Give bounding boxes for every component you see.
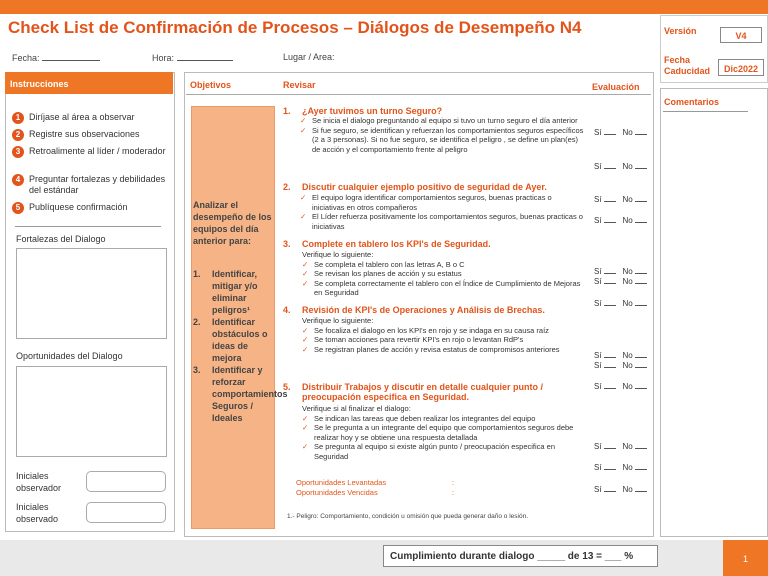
instruction-item (12, 174, 169, 196)
yes-no-field[interactable]: Sí No (594, 485, 647, 494)
version-label: Versión (664, 26, 697, 36)
instruction-text: Retroalimente al líder / moderador (29, 146, 166, 156)
cumplimiento-field[interactable]: Cumplimiento durante dialogo _____ de 13 = ___ % (383, 545, 658, 567)
instruction-item (12, 112, 169, 124)
objetivos-list (193, 268, 288, 424)
fortalezas-label: Fortalezas del Dialogo (16, 234, 106, 244)
step-number-icon: 3 (12, 146, 24, 158)
check-icon: ✓ (302, 335, 309, 344)
check-icon: ✓ (302, 269, 309, 278)
check-icon: ✓ (302, 442, 309, 451)
yes-no-field[interactable]: Sí No (594, 361, 647, 370)
yes-no-field[interactable]: Sí No (594, 267, 647, 276)
footnote: 1.- Peligro: Comportamiento, condición u omisión que pueda generar daño o lesión. (287, 513, 529, 520)
section-title: 2. Discutir cualquier ejemplo positivo de seguridad de Ayer. (283, 182, 547, 192)
page-number: 1 (723, 540, 768, 576)
iniciales-observado-label: Iniciales observado (16, 502, 59, 524)
oportunidades-summary (296, 478, 386, 498)
instruction-text: Publíquese confirmación (29, 202, 128, 212)
objetivo-item: 1. Identificar, mitigar y/o eliminar peligros¹ (193, 269, 258, 315)
step-number-icon: 5 (12, 202, 24, 214)
section-body (302, 404, 584, 461)
check-item: ✓ Se toman acciones para revertir KPI's en rojo o levantan RdP's (302, 335, 524, 344)
section-intro: Verifique lo siguiente: (302, 250, 374, 259)
check-icon: ✓ (302, 325, 309, 335)
hora-label: Hora: (152, 53, 175, 63)
iniciales-observador-label: Iniciales observador (16, 471, 62, 493)
fortalezas-textarea[interactable] (16, 248, 167, 339)
iniciales-observado-input[interactable] (86, 502, 166, 523)
section-title: 3. Complete en tablero los KPI's de Seguridad. (283, 239, 491, 249)
yes-no-field[interactable]: Sí No (594, 277, 647, 286)
oportunidades-colons: : : (452, 478, 455, 497)
yes-no-field[interactable]: Sí No (594, 382, 647, 391)
yes-no-field[interactable]: Sí No (594, 351, 647, 360)
comentarios-divider (663, 111, 748, 112)
objetivo-item: 2. Identificar obstáculos o ideas de mejora (193, 317, 268, 363)
evaluacion-header: Evaluación (592, 82, 640, 92)
check-item: ✓ Se registran planes de acción y revisa estatus de compromisos anteriores (302, 344, 560, 354)
check-icon: ✓ (300, 125, 307, 135)
check-item: ✓ Se completa el tablero con las letras A, B o C (302, 259, 465, 269)
instructions-header: Instrucciones (5, 72, 173, 94)
check-icon: ✓ (300, 193, 307, 202)
step-number-icon: 4 (12, 174, 24, 186)
yes-no-field[interactable]: Sí No (594, 299, 647, 308)
oportunidades-vencidas: Oportunidades Vencidas (296, 488, 378, 497)
instruction-item (12, 129, 169, 141)
comentarios-header: Comentarios (664, 97, 720, 107)
yes-no-field[interactable]: Sí No (594, 128, 647, 137)
objetivos-header: Objetivos (190, 80, 232, 90)
check-icon: ✓ (302, 344, 309, 354)
section-body (302, 250, 584, 298)
fecha-field[interactable] (12, 52, 100, 63)
check-item: ✓ Se inicia el dialogo preguntando al equipo si tuvo un turno seguro el día anterior (300, 116, 578, 125)
instruction-item (12, 146, 169, 158)
caducidad-label: Fecha Caducidad (664, 55, 711, 76)
section-title: 5. Distribuir Trabajos y discutir en detalle cualquier punto / preocupación especifica en Seguridad. (283, 382, 544, 402)
section-body (302, 316, 584, 354)
check-item: ✓ Se pregunta al equipo si existe algún punto / preocupación especifica en Seguridad (302, 442, 555, 461)
yes-no-field[interactable]: Sí No (594, 216, 647, 225)
objetivo-item: 3. Identificar y reforzar comportamientos Seguros / Ideales (193, 365, 288, 423)
oportunidades-label: Oportunidades del Dialogo (16, 351, 123, 361)
lugar-label: Lugar / Area: (283, 52, 335, 62)
yes-no-field[interactable]: Sí No (594, 195, 647, 204)
check-icon: ✓ (302, 278, 309, 288)
yes-no-field[interactable]: Sí No (594, 162, 647, 171)
section-intro: Verifique lo siguiente: (302, 316, 374, 325)
check-item: ✓ El Líder refuerza positivamente los comportamientos seguros, buenas practicas o iniciativas (300, 212, 583, 231)
check-item: ✓ Se completa correctamente el tablero con el Índice de Cumplimiento de Mejoras en Seguridad (302, 278, 581, 297)
step-number-icon: 1 (12, 112, 24, 124)
revisar-header: Revisar (283, 80, 316, 90)
comentarios-panel[interactable] (660, 88, 768, 537)
version-value: V4 (720, 27, 762, 43)
instruction-text: Preguntar fortalezas y debilidades del estándar (29, 174, 166, 195)
check-icon: ✓ (302, 259, 309, 269)
page-title: Check List de Confirmación de Procesos – Diálogos de Desempeño N4 (8, 18, 582, 37)
section-body (300, 116, 584, 154)
instruction-text: Registre sus observaciones (29, 129, 140, 139)
check-item: ✓ Si fue seguro, se identifican y refuerzan los comportamientos seguros específicos (2 a 3 personas). Si no fue seguro, se identifica el peligro , se define un plan(es) de acción y el comportamiento frente al peligro (300, 125, 584, 154)
check-item: ✓ Se revisan los planes de acción y su estatus (302, 269, 462, 278)
oportunidades-textarea[interactable] (16, 366, 167, 457)
check-icon: ✓ (302, 423, 309, 432)
check-item: ✓ El equipo logra identificar comportamientos seguros, buenas practicas o iniciativas en otros compañeros (300, 193, 552, 212)
check-item: ✓ Se le pregunta a un integrante del equipo que comportamientos seguros debe realizar hoy y se obtiene una respuesta detallada (302, 423, 574, 442)
section-body (300, 193, 584, 231)
yes-no-field[interactable]: Sí No (594, 442, 647, 451)
hora-field[interactable] (152, 52, 233, 63)
check-item: ✓ Se focaliza el dialogo en los KPI's en rojo y se indaga en su causa raíz (302, 325, 549, 335)
check-icon: ✓ (300, 116, 307, 125)
check-icon: ✓ (302, 413, 309, 423)
instruction-item (12, 202, 169, 214)
oportunidades-levantadas: Oportunidades Levantadas (296, 478, 387, 487)
iniciales-observador-input[interactable] (86, 471, 166, 492)
check-item: ✓ Se indican las tareas que deben realizar los integrantes del equipo (302, 413, 536, 423)
step-number-icon: 2 (12, 129, 24, 141)
check-icon: ✓ (300, 212, 307, 221)
section-title: 4. Revisión de KPI's de Operaciones y Análisis de Brechas. (283, 305, 545, 315)
caducidad-value: Dic2022 (718, 59, 764, 76)
fecha-label: Fecha: (12, 53, 40, 63)
objetivos-intro: Analizar el desempeño de los equipos del día anterior para: (193, 200, 272, 246)
yes-no-field[interactable]: Sí No (594, 463, 647, 472)
section-intro: Verifique si al finalizar el dialogo: (302, 404, 411, 413)
top-accent-bar (0, 0, 768, 14)
section-title: 1. ¿Ayer tuvimos un turno Seguro? (283, 106, 443, 116)
instruction-text: Diríjase al área a observar (29, 112, 135, 122)
divider (15, 226, 161, 227)
header-divider (186, 94, 651, 95)
